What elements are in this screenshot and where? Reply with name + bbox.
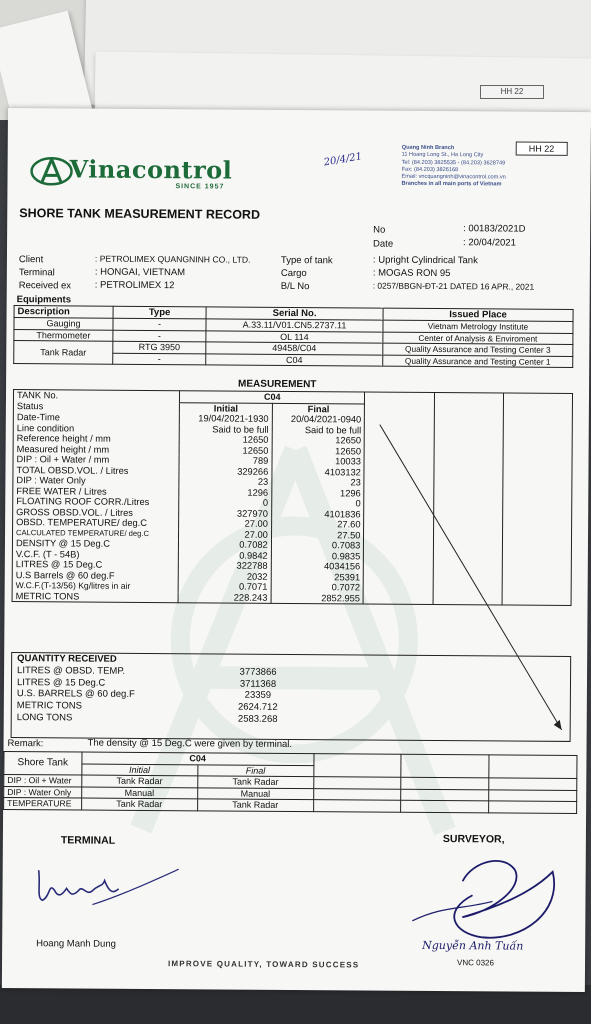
measurement-initial: 0.7071	[178, 581, 271, 592]
shore-tank-row-label: TEMPERATURE	[4, 797, 82, 809]
record-no-value: : 00183/2021D	[463, 223, 526, 235]
empty-cell	[489, 755, 577, 779]
shore-tank-final: Tank Radar	[197, 776, 313, 788]
measurement-label: Measured height / mm	[13, 444, 179, 456]
shore-tank-table	[3, 751, 577, 814]
terminal-value: : HONGAI, VIETNAM	[94, 266, 186, 279]
measurement-label: W.C.F.(T-13/56) Kg/litres in air	[12, 580, 178, 592]
tank-type-value: : Upright Cylindrical Tank	[372, 254, 478, 267]
terminal-signature	[32, 860, 182, 911]
measurement-final: 0	[272, 498, 365, 509]
empty-cell	[489, 801, 577, 813]
measurement-initial: 1296	[179, 487, 272, 498]
equipment-type: -	[113, 318, 206, 330]
quantity-value: 2624.712	[237, 701, 278, 714]
shore-tank-initial: Tank Radar	[81, 775, 197, 787]
footer-slogan: IMPROVE QUALITY, TOWARD SUCCESS	[167, 959, 360, 970]
shore-tank-final: Manual	[197, 787, 313, 799]
equipments-header: Serial No.	[206, 307, 383, 320]
empty-cell	[401, 789, 489, 801]
measurement-final: 10033	[272, 456, 365, 467]
measurement-initial: Initial	[180, 402, 273, 414]
equipment-type: RTG 3950	[113, 341, 206, 353]
measurement-initial: 27.00	[179, 518, 272, 529]
quantity-title: QUANTITY RECEIVED	[17, 653, 117, 665]
equipment-serial: OL 114	[206, 330, 383, 343]
quantity-received-table	[14, 653, 316, 726]
equipment-description: Thermometer	[14, 329, 113, 341]
shore-tank-number: C04	[82, 752, 314, 765]
empty-cell	[434, 404, 503, 415]
measurement-final: 4101836	[271, 508, 364, 519]
measurement-label: U.S Barrels @ 60 deg.F	[12, 570, 178, 582]
client-label: Client	[18, 254, 44, 266]
tank-no-label: TANK No.	[13, 390, 179, 403]
measurement-initial: 19/04/2021-1930	[179, 413, 272, 424]
equipment-issued-place: Quality Assurance and Testing Center 3	[383, 343, 573, 356]
measurement-final: 27.60	[271, 519, 364, 530]
shore-tank-final: Tank Radar	[197, 799, 313, 811]
quantity-label: METRIC TONS	[16, 700, 82, 712]
measurement-label: CALCULATED TEMPERATURE/ deg.C	[12, 528, 178, 540]
measurement-label: Date-Time	[13, 412, 179, 424]
empty-cell	[503, 404, 572, 415]
measurement-label: FLOATING ROOF CORR./Litres	[13, 496, 179, 508]
document-title: SHORE TANK MEASUREMENT RECORD	[19, 206, 261, 222]
equipment-description: Gauging	[14, 318, 113, 330]
measurement-final: 0.7072	[271, 582, 364, 593]
equipment-issued-place: Quality Assurance and Testing Center 1	[383, 355, 573, 368]
terminal-label: Terminal	[18, 267, 55, 279]
quantity-label: LITRES @ OBSD. TEMP.	[17, 664, 126, 677]
empty-cell	[313, 800, 401, 812]
remark-text: The density @ 15 Deg.C were given by terminal.	[87, 737, 293, 750]
empty-cell	[503, 393, 572, 405]
vinacontrol-logo-icon	[29, 156, 73, 186]
measurement-label: Reference height / mm	[13, 433, 179, 445]
equipment-issued-place: Center of Analysis & Enviroment	[383, 332, 573, 345]
empty-cell	[401, 754, 489, 778]
equipment-serial: C04	[206, 353, 383, 366]
received-value: : PETROLIMEX 12	[94, 279, 175, 292]
measurement-initial: 12650	[179, 445, 272, 456]
branch-email: Email: vncquangninh@vinacontrol.com.vn	[401, 173, 506, 181]
empty-cell	[365, 392, 434, 404]
measurement-final: Final	[272, 403, 365, 415]
measurement-label: LITRES @ 15 Deg.C	[12, 559, 178, 571]
shore-tank-row-label: DIP : Water Only	[4, 786, 82, 798]
quantity-label: U.S. BARRELS @ 60 deg.F	[16, 688, 135, 701]
measurement-final: 23	[272, 477, 365, 488]
shore-tank-initial: Manual	[81, 787, 197, 799]
equipments-header: Type	[113, 306, 206, 319]
company-since: SINCE 1957	[175, 183, 225, 191]
equipment-issued-place: Vietnam Metrology Institute	[383, 320, 573, 333]
empty-cell	[489, 778, 577, 790]
measurement-initial: 322788	[178, 560, 271, 571]
terminal-signer-name: Hoang Manh Dung	[36, 938, 116, 950]
measurement-final: 0.9835	[271, 550, 364, 561]
cargo-label: Cargo	[280, 267, 307, 280]
empty-cell	[313, 788, 401, 800]
empty-cell	[365, 403, 434, 414]
equipments-header: Issued Place	[383, 308, 573, 321]
measurement-initial: 0.9842	[179, 550, 272, 561]
quantity-value: 2583.268	[237, 713, 278, 725]
empty-cell	[314, 754, 402, 778]
measurement-initial: 27.00	[179, 529, 272, 540]
surveyor-signature-label: SURVEYOR,	[442, 833, 505, 846]
handwritten-date: 20/4/21	[322, 151, 363, 169]
quantity-label: LONG TONS	[16, 712, 73, 724]
equipments-title: Equipments	[16, 294, 72, 306]
empty-cell	[434, 392, 503, 404]
measurement-label: METRIC TONS	[12, 591, 178, 603]
terminal-signature-label: TERMINAL	[60, 834, 116, 847]
equipment-serial: 49458/C04	[206, 342, 383, 355]
quantity-value: 3773866	[239, 666, 277, 678]
equipment-description: Tank Radar	[14, 341, 113, 365]
equipment-type: -	[113, 330, 206, 342]
measurement-final: 12650	[272, 445, 365, 456]
measurement-label: FREE WATER / Litres	[13, 486, 179, 498]
measurement-final: 4034156	[271, 561, 364, 572]
cargo-value: : MOGAS RON 95	[372, 267, 451, 280]
measurement-initial: 23	[179, 476, 272, 487]
measurement-final: Said to be full	[272, 424, 365, 435]
bl-label: B/L No	[280, 280, 310, 293]
measurement-final: 1296	[272, 487, 365, 498]
measurement-initial: 12650	[179, 434, 272, 445]
measurement-initial: 329266	[179, 466, 272, 477]
quantity-label: LITRES @ 15 Deg.C	[16, 676, 106, 689]
measurement-final: 25391	[271, 571, 364, 582]
surveyor-signature	[402, 851, 573, 952]
company-name: Vinacontrol	[69, 154, 233, 185]
empty-cell	[489, 789, 577, 801]
client-value: : PETROLIMEX QUANGNINH CO., LTD.	[94, 253, 251, 265]
equipments-header: Description	[14, 306, 113, 319]
measurement-label: DENSITY @ 15 Deg.C	[12, 538, 178, 550]
measurement-initial: 228.243	[178, 592, 271, 604]
measurement-label: TOTAL OBSD.VOL. / Litres	[13, 465, 179, 477]
record-date-label: Date	[373, 238, 394, 250]
empty-cell	[401, 777, 489, 789]
measurement-initial: 2032	[178, 571, 271, 582]
equipments-table	[13, 305, 573, 368]
surveyor-code: VNC 0326	[457, 958, 494, 968]
measurement-initial: 789	[179, 455, 272, 466]
measurement-initial: Said to be full	[179, 424, 272, 435]
equipment-type: -	[113, 353, 206, 365]
empty-cell	[313, 777, 401, 789]
measurement-label: V.C.F. (T - 54B)	[12, 549, 178, 561]
bl-value: : 0257/BBGN-ĐT-21 DATED 16 APR., 2021	[372, 280, 535, 292]
measurement-final: 4103132	[272, 466, 365, 477]
measurement-label: OBSD. TEMPERATURE/ deg.C	[13, 517, 179, 529]
document-page	[2, 108, 591, 992]
measurement-label: DIP : Oil + Water / mm	[13, 454, 179, 466]
empty-cell	[401, 800, 489, 812]
record-date-value: : 20/04/2021	[463, 237, 516, 249]
branch-tel: Tel: (84.203) 3825535 - (84.203) 3628749	[401, 159, 506, 167]
shore-tank-row-label: DIP : Oil + Water	[4, 774, 82, 786]
measurement-final: 0.7083	[271, 540, 364, 551]
shore-tank-initial: Tank Radar	[81, 798, 197, 810]
measurement-final: 12650	[272, 435, 365, 446]
branch-address: 11 Hoang Long St., Ha Long City	[401, 152, 484, 159]
remark-label: Remark:	[7, 738, 44, 750]
measurement-initial: 327970	[179, 508, 272, 519]
branch-network: Branches in all main ports of Vietnam	[401, 181, 502, 188]
measurement-final: 2852.955	[271, 592, 364, 604]
measurement-label: GROSS OBSD.VOL. / Litres	[13, 507, 179, 519]
record-no-label: No	[373, 224, 386, 236]
branch-fax: Fax: (84.203) 3826168	[401, 166, 459, 174]
empty-cell	[200, 654, 316, 667]
measurement-final: 27.50	[271, 529, 364, 540]
shore-tank-final-header: Final	[198, 764, 314, 776]
surveyor-signer-name: Nguyễn Anh Tuấn	[422, 938, 524, 953]
measurement-label: DIP : Water Only	[13, 475, 179, 487]
background-tag: HH 22	[480, 85, 544, 99]
tank-type-label: Type of tank	[280, 254, 333, 267]
tank-no-value: C04	[180, 391, 365, 404]
equipment-serial: A.33.11/V01.CN5.2737.11	[206, 319, 383, 332]
branch-name: Quang Ninh Branch	[401, 144, 455, 152]
measurement-final: 20/04/2021-0940	[272, 414, 365, 425]
measurement-label: Status	[13, 401, 179, 413]
table-row	[14, 712, 316, 726]
measurement-initial: 0.7082	[179, 539, 272, 550]
shore-tank-label: Shore Tank	[4, 751, 82, 775]
measurement-initial: 0	[179, 497, 272, 508]
shore-tank-initial-header: Initial	[82, 764, 198, 776]
form-code: HH 22	[516, 142, 568, 156]
received-label: Received ex	[18, 280, 72, 292]
quantity-value: 3711368	[239, 678, 277, 690]
measurement-label: Line condition	[13, 423, 179, 435]
measurement-title: MEASUREMENT	[238, 378, 317, 391]
quantity-value: 23359	[244, 690, 272, 702]
